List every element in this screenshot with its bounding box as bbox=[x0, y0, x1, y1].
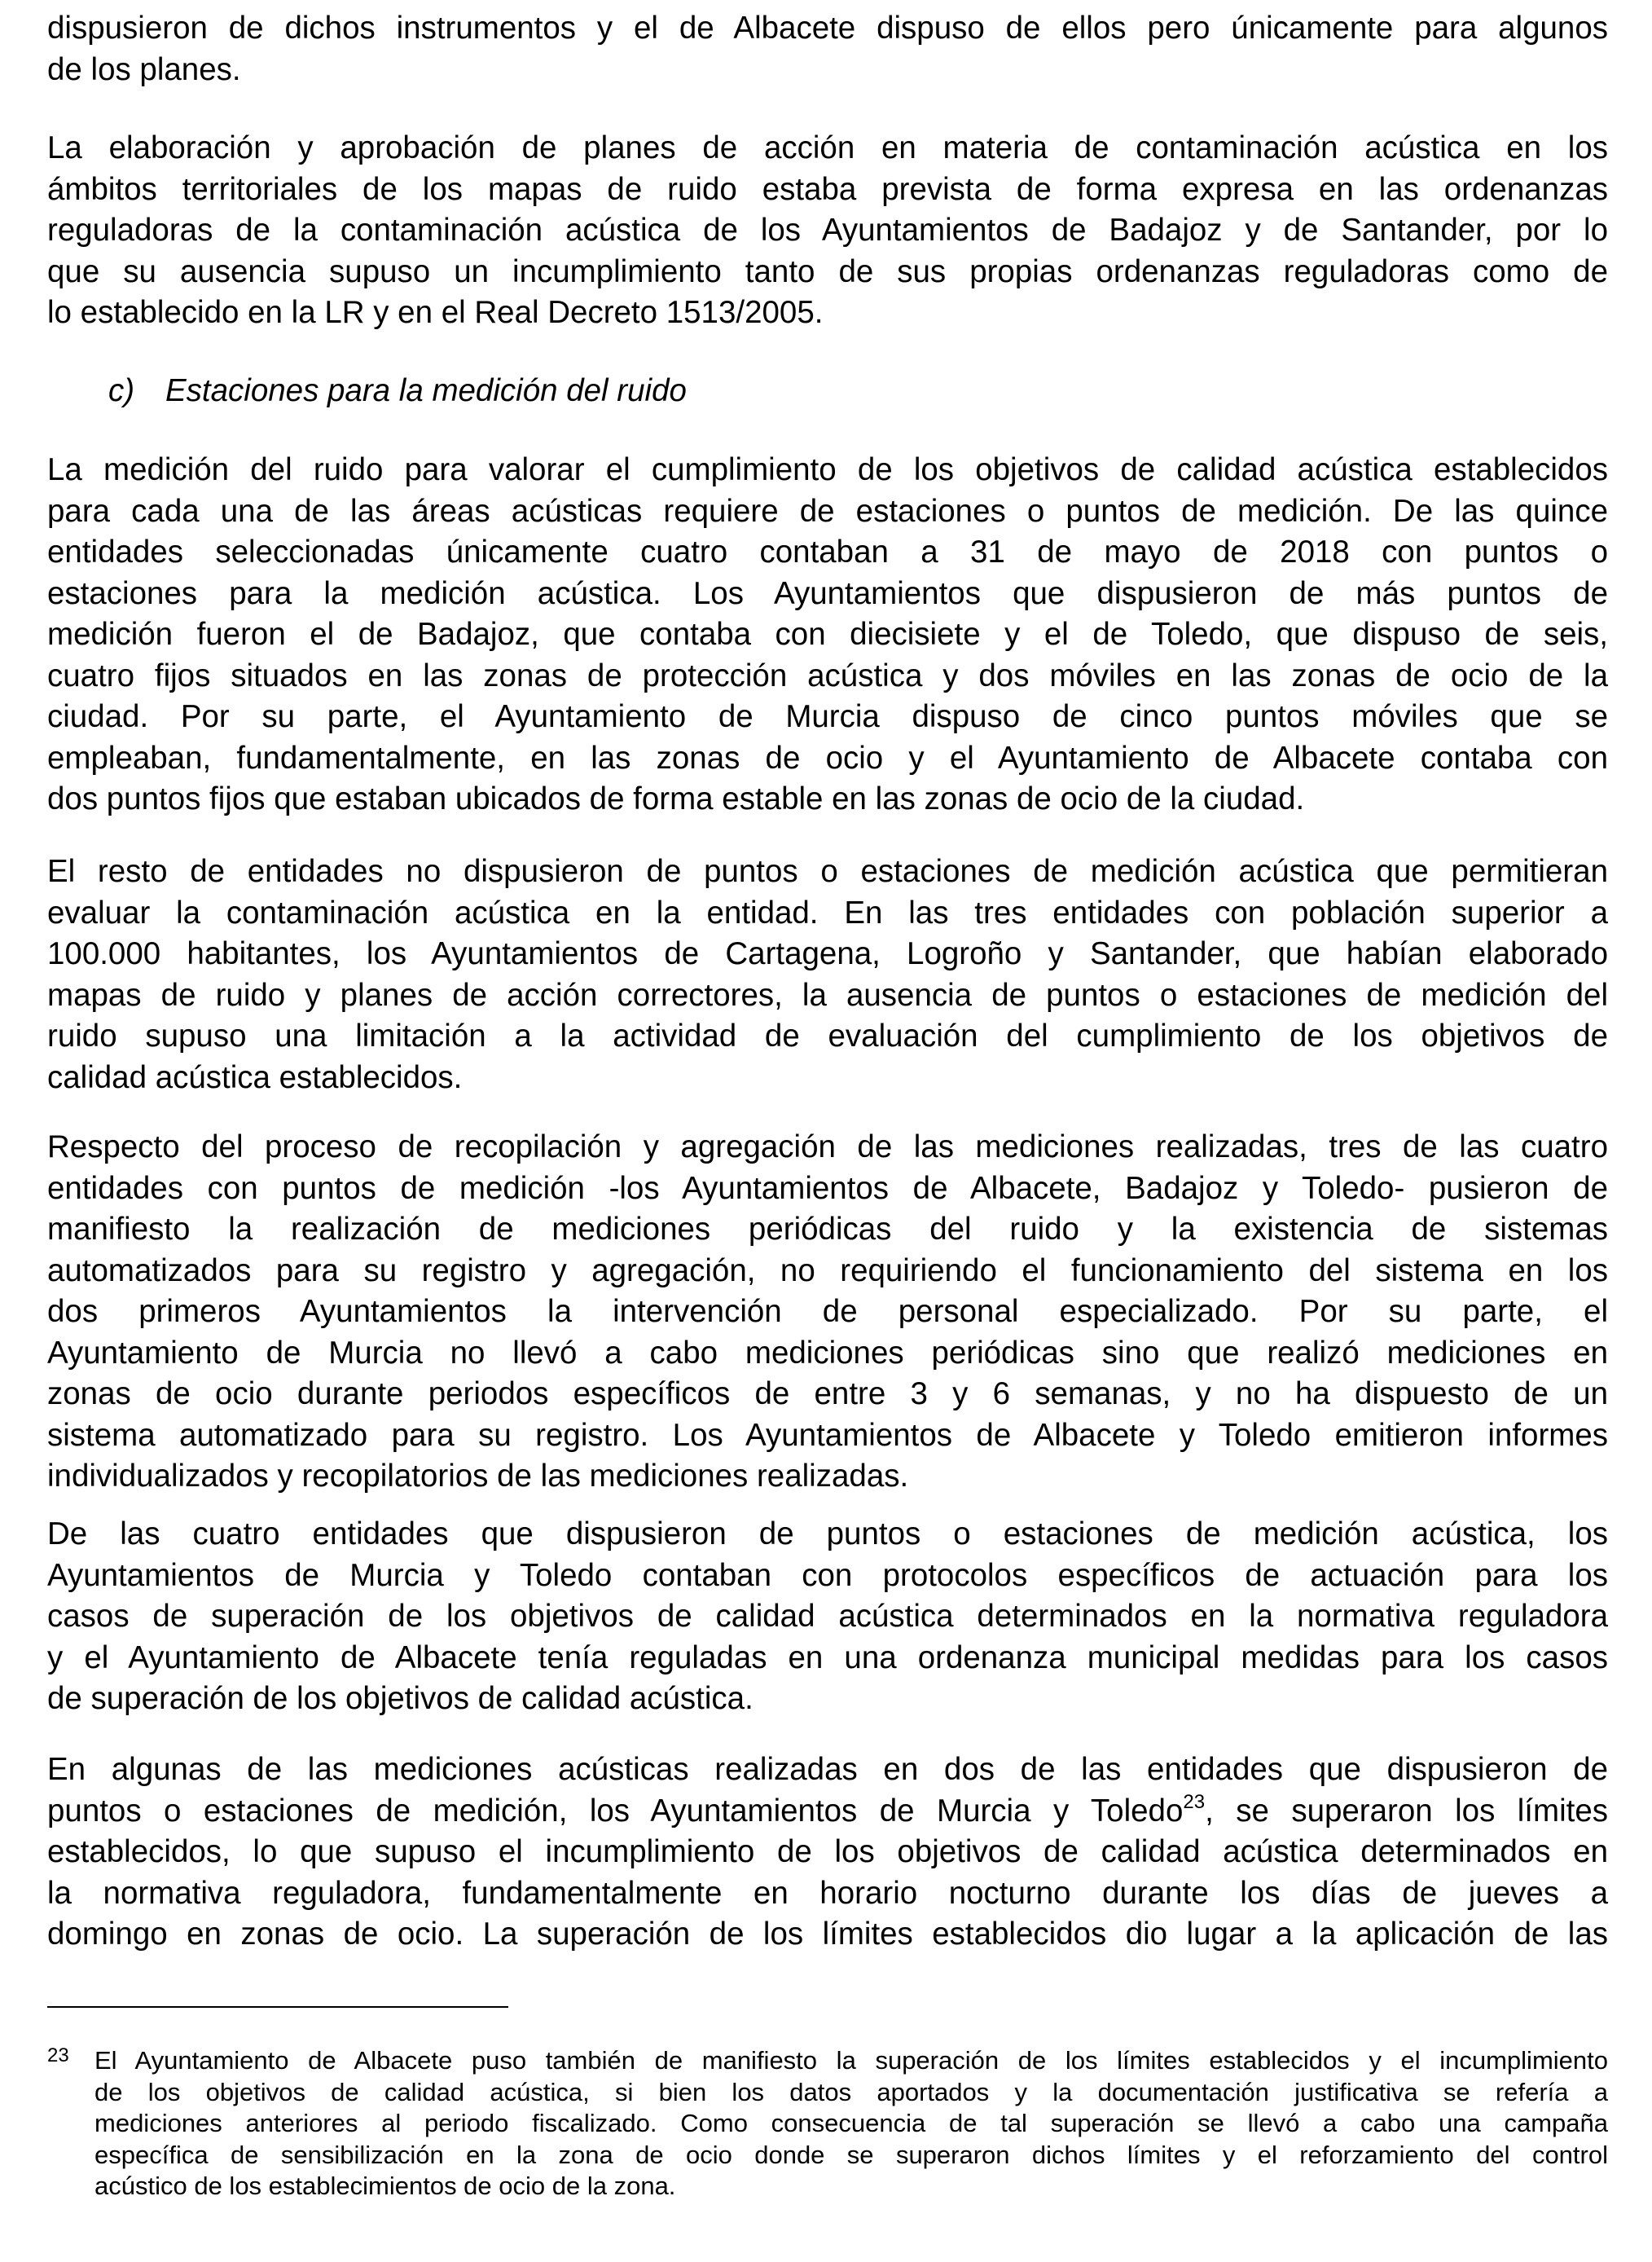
section-heading bbox=[47, 371, 687, 411]
text-line: y el Ayuntamiento de Albacete tenía reguladas en una ordenanza municipal medidas para los casos bbox=[47, 1639, 1608, 1675]
footnote-line: acústico de los establecimientos de ocio de la zona. bbox=[94, 2172, 676, 2200]
paragraph-planes-accion bbox=[47, 128, 1608, 334]
text-line: domingo en zonas de ocio. La superación de los límites establecidos dio lugar a la aplicación de las bbox=[47, 1917, 1608, 1952]
text-line: cuatro fijos situados en las zonas de protección acústica y dos móviles en las zonas de ocio de la bbox=[47, 658, 1608, 693]
text-line: medición fueron el de Badajoz, que contaba con diecisiete y el de Toledo, que dispuso de seis, bbox=[47, 617, 1608, 652]
paragraph-medicion-ruido bbox=[47, 450, 1608, 821]
text-line: ruido supuso una limitación a la actividad de evaluación del cumplimiento de los objetivos de bbox=[47, 1019, 1608, 1054]
text-line: para cada una de las áreas acústicas requiere de estaciones o puntos de medición. De las quince bbox=[47, 493, 1608, 529]
text-line: manifiesto la realización de mediciones periódicas del ruido y la existencia de sistemas bbox=[47, 1212, 1608, 1247]
footnote-number: 23 bbox=[47, 2044, 69, 2066]
text-line: establecidos, lo que supuso el incumplimiento de los objetivos de calidad acústica determinados en bbox=[47, 1834, 1608, 1869]
footnote-body bbox=[94, 2045, 1608, 2203]
text-line: ciudad. Por su parte, el Ayuntamiento de Murcia dispuso de cinco puntos móviles que se bbox=[47, 699, 1608, 734]
text-line: 100.000 habitantes, los Ayuntamientos de Cartagena, Logroño y Santander, que habían elaborado bbox=[47, 936, 1608, 971]
paragraph-recopilacion bbox=[47, 1127, 1608, 1498]
footnote-line: de los objetivos de calidad acústica, si bien los datos aportados y la documentación justificativa se refería a bbox=[94, 2077, 1608, 2106]
text-line: ámbitos territoriales de los mapas de ruido estaba prevista de forma expresa en las ordenanzas bbox=[47, 171, 1608, 207]
text-line: la normativa reguladora, fundamentalmente en horario nocturno durante los días de jueves a bbox=[47, 1875, 1608, 1911]
paragraph-superacion-limites bbox=[47, 1749, 1608, 1956]
text-line: dispusieron de dichos instrumentos y el de Albacete dispuso de ellos pero únicamente para algunos bbox=[47, 11, 1608, 46]
footnote-separator bbox=[47, 2006, 508, 2008]
footnote-line: El Ayuntamiento de Albacete puso también de manifiesto la superación de los límites establecidos y el incumplimiento bbox=[94, 2046, 1608, 2075]
text-line: que su ausencia supuso un incumplimiento tanto de sus propias ordenanzas reguladoras como de bbox=[47, 253, 1608, 289]
text-line: empleaban, fundamentalmente, en las zonas de ocio y el Ayuntamiento de Albacete contaba con bbox=[47, 740, 1608, 776]
paragraph-protocolos bbox=[47, 1514, 1608, 1720]
text-line: dos primeros Ayuntamientos la intervención de personal especializado. Por su parte, el bbox=[47, 1294, 1608, 1329]
text-line: dos puntos fijos que estaban ubicados de forma estable en las zonas de ocio de la ciudad. bbox=[47, 781, 1305, 816]
text-line: De las cuatro entidades que dispusieron de puntos o estaciones de medición acústica, los bbox=[47, 1516, 1608, 1551]
footnote bbox=[47, 2045, 1608, 2203]
text-line: zonas de ocio durante periodos específicos de entre 3 y 6 semanas, y no ha dispuesto de un bbox=[47, 1376, 1608, 1411]
text-line: mapas de ruido y planes de acción correctores, la ausencia de puntos o estaciones de medición del bbox=[47, 977, 1608, 1013]
text-line: casos de superación de los objetivos de calidad acústica determinados en la normativa reguladora bbox=[47, 1599, 1608, 1634]
paragraph-continuation bbox=[47, 8, 1608, 90]
text-line: sistema automatizado para su registro. Los Ayuntamientos de Albacete y Toledo emitieron informes bbox=[47, 1417, 1608, 1453]
text-fragment: puntos o estaciones de medición, los Ayuntamientos de Murcia y Toledo bbox=[47, 1793, 1184, 1829]
text-line: Ayuntamiento de Murcia no llevó a cabo mediciones periódicas sino que realizó mediciones en bbox=[47, 1335, 1608, 1371]
text-line: La elaboración y aprobación de planes de acción en materia de contaminación acústica en los bbox=[47, 130, 1608, 165]
text-line: individualizados y recopilatorios de las mediciones realizadas. bbox=[47, 1459, 909, 1494]
footnote-reference[interactable]: 23 bbox=[1183, 1790, 1206, 1813]
text-line: En algunas de las mediciones acústicas realizadas en dos de las entidades que dispusieron de bbox=[47, 1752, 1608, 1787]
text-line: reguladoras de la contaminación acústica de los Ayuntamientos de Badajoz y de Santander, por lo bbox=[47, 213, 1608, 248]
text-line: de los planes. bbox=[47, 51, 241, 87]
text-line: estaciones para la medición acústica. Los Ayuntamientos que dispusieron de más puntos de bbox=[47, 575, 1608, 611]
text-line: entidades con puntos de medición -los Ayuntamientos de Albacete, Badajoz y Toledo- pusieron de bbox=[47, 1170, 1608, 1206]
paragraph-resto-entidades bbox=[47, 852, 1608, 1098]
text-line: calidad acústica establecidos. bbox=[47, 1059, 463, 1095]
footnote-line: específica de sensibilización en la zona de ocio donde se superaron dichos límites y el reforzamiento del control bbox=[94, 2140, 1608, 2169]
section-number: c) bbox=[108, 373, 135, 408]
text-line: automatizados para su registro y agregación, no requiriendo el funcionamiento del sistema en los bbox=[47, 1252, 1608, 1288]
text-line: Ayuntamientos de Murcia y Toledo contaban con protocolos específicos de actuación para los bbox=[47, 1557, 1608, 1593]
text-line: entidades seleccionadas únicamente cuatro contaban a 31 de mayo de 2018 con puntos o bbox=[47, 535, 1608, 570]
text-line bbox=[47, 1791, 1608, 1833]
text-line: Respecto del proceso de recopilación y agregación de las mediciones realizadas, tres de las cuatro bbox=[47, 1129, 1608, 1164]
text-line: lo establecido en la LR y en el Real Decreto 1513/2005. bbox=[47, 295, 824, 330]
text-line: de superación de los objetivos de calidad acústica. bbox=[47, 1681, 754, 1716]
footnote-line: mediciones anteriores al periodo fiscalizado. Como consecuencia de tal superación se llevó a cabo una campaña bbox=[94, 2109, 1608, 2137]
text-fragment: , se superaron los límites bbox=[1205, 1793, 1608, 1829]
section-title: Estaciones para la medición del ruido bbox=[165, 373, 687, 408]
text-line: El resto de entidades no dispusieron de puntos o estaciones de medición acústica que permitieran bbox=[47, 854, 1608, 889]
text-line: La medición del ruido para valorar el cumplimiento de los objetivos de calidad acústica establecidos bbox=[47, 452, 1608, 487]
text-line: evaluar la contaminación acústica en la entidad. En las tres entidades con población superior a bbox=[47, 895, 1608, 931]
